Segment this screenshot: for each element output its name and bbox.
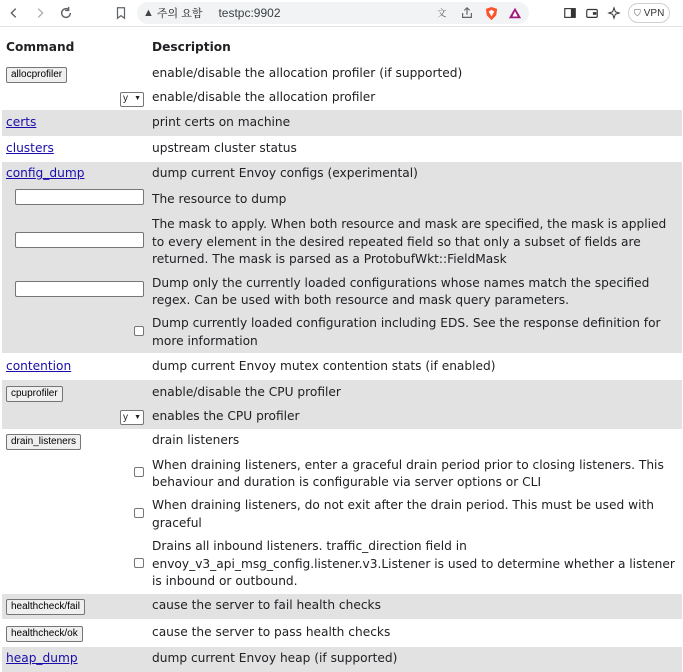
brave-shield-icon[interactable] bbox=[483, 5, 499, 21]
table-row bbox=[2, 594, 682, 619]
url-text[interactable]: testpc:9902 bbox=[218, 6, 281, 20]
address-bar[interactable] bbox=[137, 2, 529, 24]
row-description: cause the server to fail health checks bbox=[148, 594, 682, 619]
include-eds-checkbox[interactable] bbox=[134, 326, 144, 336]
table-row bbox=[2, 272, 682, 313]
row-description: cause the server to pass health checks bbox=[152, 624, 391, 639]
translate-icon[interactable] bbox=[435, 5, 451, 21]
table-row bbox=[2, 312, 682, 353]
row-description: drain listeners bbox=[152, 433, 240, 448]
healthcheck-fail-button[interactable]: healthcheck/fail bbox=[6, 599, 85, 615]
row-description: enable/disable the allocation profiler (if supported) bbox=[152, 66, 463, 81]
inbound-only-checkbox[interactable] bbox=[134, 558, 144, 568]
bookmark-icon[interactable] bbox=[110, 2, 132, 24]
table-row bbox=[2, 535, 682, 593]
skip-exit-checkbox[interactable] bbox=[134, 508, 144, 518]
cpuprofiler-enable-select[interactable] bbox=[120, 410, 144, 425]
row-description: Drains all inbound listeners. traffic_direction field in envoy_v3_api_msg_config.listener.v3.Listener is used to determine whether a listener is inbound or outbound. bbox=[152, 539, 675, 589]
table-row bbox=[2, 619, 682, 647]
wallet-icon[interactable] bbox=[584, 5, 600, 21]
table-row bbox=[2, 454, 682, 495]
chevron-down-icon: ▼ bbox=[134, 414, 141, 422]
row-description: The mask to apply. When both resource and mask are specified, the mask is applied to every element in the desired repeated field so that only a subset of fields are returned. The mask is parsed as a ProtobufWkt::FieldMask bbox=[148, 213, 682, 271]
row-description: Dump currently loaded configuration including EDS. See the response definition for more information bbox=[148, 312, 682, 353]
admin-commands-table bbox=[2, 27, 682, 672]
allocprofiler-button[interactable]: allocprofiler bbox=[6, 67, 67, 83]
back-icon[interactable] bbox=[3, 2, 25, 24]
row-description: enables the CPU profiler bbox=[148, 405, 682, 428]
name-regex-input[interactable] bbox=[15, 281, 144, 297]
description-column-header: Description bbox=[152, 40, 231, 55]
table-row bbox=[2, 186, 682, 213]
table-row bbox=[2, 494, 682, 535]
table-row bbox=[2, 213, 682, 271]
share-icon[interactable] bbox=[459, 5, 475, 21]
reload-icon[interactable] bbox=[55, 2, 77, 24]
contention-link[interactable]: contention bbox=[6, 359, 72, 374]
table-row bbox=[2, 405, 682, 428]
row-description: When draining listeners, do not exit after the drain period. This must be used with graceful bbox=[152, 498, 654, 530]
warning-triangle-icon[interactable]: ▲ bbox=[143, 7, 154, 19]
table-row bbox=[2, 647, 682, 672]
select-value: y bbox=[123, 412, 128, 424]
table-row bbox=[2, 380, 682, 405]
row-description: dump current Envoy mutex contention stats (if enabled) bbox=[152, 359, 496, 374]
row-description: print certs on machine bbox=[148, 110, 682, 136]
row-description: When draining listeners, enter a graceful drain period prior to closing listeners. This behaviour and duration is configurable via server options or CLI bbox=[152, 457, 664, 490]
clusters-link[interactable]: clusters bbox=[6, 141, 54, 156]
admin-page bbox=[0, 27, 683, 672]
heap-dump-link[interactable]: heap_dump bbox=[6, 651, 78, 666]
command-column-header: Command bbox=[6, 40, 75, 55]
table-row bbox=[2, 353, 682, 380]
forward-icon[interactable] bbox=[29, 2, 51, 24]
row-description: dump current Envoy configs (experimental) bbox=[148, 162, 682, 186]
vpn-shield-icon: ⛉ bbox=[634, 7, 641, 18]
table-header-row bbox=[2, 27, 682, 62]
row-description: dump current Envoy heap (if supported) bbox=[148, 647, 682, 672]
table-row bbox=[2, 429, 682, 454]
table-row bbox=[2, 86, 682, 110]
sidebar-icon[interactable] bbox=[562, 5, 578, 21]
vpn-label: VPN bbox=[643, 7, 665, 19]
healthcheck-ok-button[interactable]: healthcheck/ok bbox=[6, 626, 83, 642]
row-description: The resource to dump bbox=[148, 186, 682, 213]
table-row bbox=[2, 136, 682, 162]
config-dump-link[interactable]: config_dump bbox=[6, 166, 85, 181]
svg-text:文: 文 bbox=[436, 8, 447, 20]
allocprofiler-enable-select[interactable] bbox=[120, 92, 144, 107]
table-row bbox=[2, 62, 682, 86]
security-warning-label[interactable]: 주의 요함 bbox=[156, 8, 203, 20]
drain-listeners-button[interactable]: drain_listeners bbox=[6, 434, 81, 450]
row-description: upstream cluster status bbox=[152, 141, 297, 156]
table-row bbox=[2, 110, 682, 136]
certs-link[interactable]: certs bbox=[6, 115, 37, 130]
row-description: enable/disable the CPU profiler bbox=[148, 380, 682, 405]
cpuprofiler-button[interactable]: cpuprofiler bbox=[6, 386, 63, 402]
rewards-triangle-icon[interactable] bbox=[507, 5, 523, 21]
vpn-button[interactable] bbox=[628, 3, 670, 23]
browser-toolbar bbox=[0, 0, 683, 27]
mask-input[interactable] bbox=[15, 232, 144, 248]
row-description: enable/disable the allocation profiler bbox=[152, 90, 376, 105]
select-value: y bbox=[123, 93, 128, 105]
graceful-checkbox[interactable] bbox=[134, 467, 144, 477]
row-description: Dump only the currently loaded configurations whose names match the specified regex. Can be used with both resource and mask query parameters. bbox=[148, 272, 682, 313]
resource-input[interactable] bbox=[15, 189, 144, 205]
chevron-down-icon: ▼ bbox=[134, 95, 141, 103]
table-row bbox=[2, 162, 682, 186]
leo-ai-icon[interactable] bbox=[606, 5, 622, 21]
